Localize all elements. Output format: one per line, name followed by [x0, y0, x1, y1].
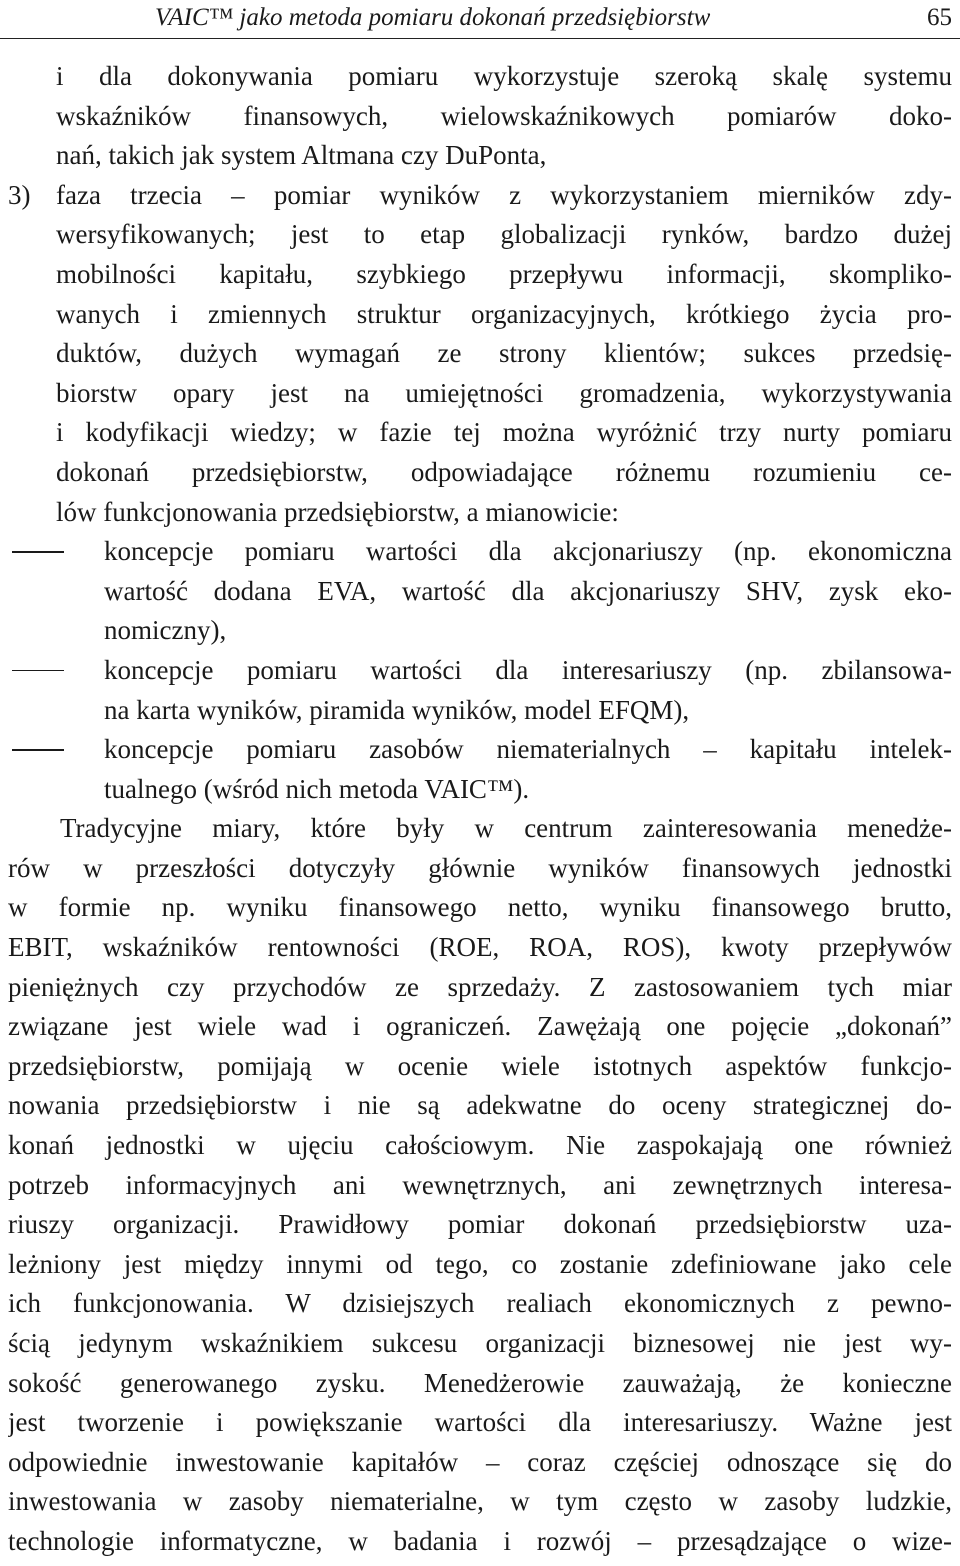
- text-line: na karta wyników, piramida wyników, model EFQM),: [104, 694, 690, 725]
- list-item-3: [8, 176, 952, 532]
- text-line: duktów, dużych wymagań ze strony klientów; sukces przedsię-: [56, 338, 952, 369]
- body-text: [8, 57, 952, 1562]
- text-line: związane jest wiele wad i ograniczeń. Zawężają one pojęcie „dokonań”: [8, 1011, 952, 1042]
- text-line: konań jednostki w ujęciu całościowym. Nie zaspokajają one również: [8, 1130, 952, 1161]
- text-line: wersyfikowanych; jest to etap globalizacji rynków, bardzo dużej: [56, 219, 952, 250]
- dash-list-item: [8, 651, 952, 730]
- item-2-continuation: [8, 57, 952, 176]
- text-line: nań, takich jak system Altmana czy DuPonta,: [56, 140, 547, 171]
- text-line: wanych i zmiennych struktur organizacyjnych, krótkiego życia pro-: [56, 298, 952, 329]
- text-line: wskaźników finansowych, wielowskaźnikowych pomiarów doko-: [56, 100, 952, 131]
- text-line: przedsiębiorstw, pomijają w ocenie wiele istotnych aspektów funkcjo-: [8, 1050, 952, 1081]
- text-line: pieniężnych czy przychodów ze sprzedaży. Z zastosowaniem tych miar: [8, 971, 952, 1002]
- text-line: dokonań przedsiębiorstw, odpowiadające różnemu rozumieniu ce-: [56, 456, 952, 487]
- text-line: i kodyfikacji wiedzy; w fazie tej można wyróżnić trzy nurty pomiaru: [56, 417, 952, 448]
- text-line: koncepcje pomiaru wartości dla akcjonariuszy (np. ekonomiczna: [104, 536, 952, 567]
- text-line: mobilności kapitału, szybkiego przepływu informacji, skompliko-: [56, 258, 952, 289]
- list-marker: 3): [8, 179, 31, 210]
- text-line: technologie informatyczne, w badania i rozwój – przesądzające o wize-: [8, 1525, 952, 1556]
- text-line: biorstw opary jest na umiejętności gromadzenia, wykorzystywania: [56, 377, 952, 408]
- text-line: tualnego (wśród nich metoda VAIC™).: [104, 773, 530, 804]
- text-line: potrzeb informacyjnych ani wewnętrznych, ani zewnętrznych interesa-: [8, 1169, 952, 1200]
- text-line: inwestowania w zasoby niematerialne, w tym często w zasoby ludzkie,: [8, 1486, 952, 1517]
- page-number: 65: [927, 4, 952, 31]
- text-line: sokość generowanego zysku. Menedżerowie zauważają, że konieczne: [8, 1367, 952, 1398]
- text-line: Tradycyjne miary, które były w centrum zainteresowania menedże-: [60, 813, 952, 844]
- text-line: riuszy organizacji. Prawidłowy pomiar dokonań przedsiębiorstw uza-: [8, 1209, 952, 1240]
- text-line: koncepcje pomiaru wartości dla interesariuszy (np. zbilansowa-: [104, 654, 952, 685]
- running-header-title: VAIC™ jako metoda pomiaru dokonań przedsiębiorstw: [155, 4, 711, 31]
- dash-bullet: [12, 551, 64, 553]
- text-line: rów w przeszłości dotyczyły głównie wyników finansowych jednostki: [8, 852, 952, 883]
- text-line: w formie np. wyniku finansowego netto, wyniku finansowego brutto,: [8, 892, 952, 923]
- text-line: nomiczny),: [104, 615, 227, 646]
- text-line: nowania przedsiębiorstw i nie są adekwatne do oceny strategicznej do-: [8, 1090, 952, 1121]
- dash-bullet: [12, 670, 64, 672]
- running-header: [0, 0, 960, 39]
- body-paragraph: [8, 809, 952, 1561]
- text-line: koncepcje pomiaru zasobów niematerialnych – kapitału intelek-: [104, 734, 952, 765]
- dash-list-item: [8, 730, 952, 809]
- text-line: leżniony jest między innymi od tego, co zostanie zdefiniowane jako cele: [8, 1248, 952, 1279]
- text-line: ścią jedynym wskaźnikiem sukcesu organizacji biznesowej nie jest wy-: [8, 1328, 952, 1358]
- text-line: odpowiednie inwestowanie kapitałów – coraz częściej odnoszące się do: [8, 1446, 952, 1477]
- dash-list-item: [8, 532, 952, 651]
- text-line: i dla dokonywania pomiaru wykorzystuje szeroką skalę systemu: [56, 61, 952, 91]
- text-line: faza trzecia – pomiar wyników z wykorzystaniem mierników zdy-: [56, 179, 952, 210]
- text-line: EBIT, wskaźników rentowności (ROE, ROA, ROS), kwoty przepływów: [8, 932, 952, 963]
- text-line: ich funkcjonowania. W dzisiejszych realiach ekonomicznych z pewno-: [8, 1288, 952, 1319]
- dash-bullet: [12, 749, 64, 751]
- text-line: wartość dodana EVA, wartość dla akcjonariuszy SHV, zysk eko-: [104, 575, 952, 606]
- text-line: lów funkcjonowania przedsiębiorstw, a mianowicie:: [56, 496, 619, 527]
- text-line: jest tworzenie i powiększanie wartości dla interesariuszy. Ważne jest: [8, 1407, 952, 1438]
